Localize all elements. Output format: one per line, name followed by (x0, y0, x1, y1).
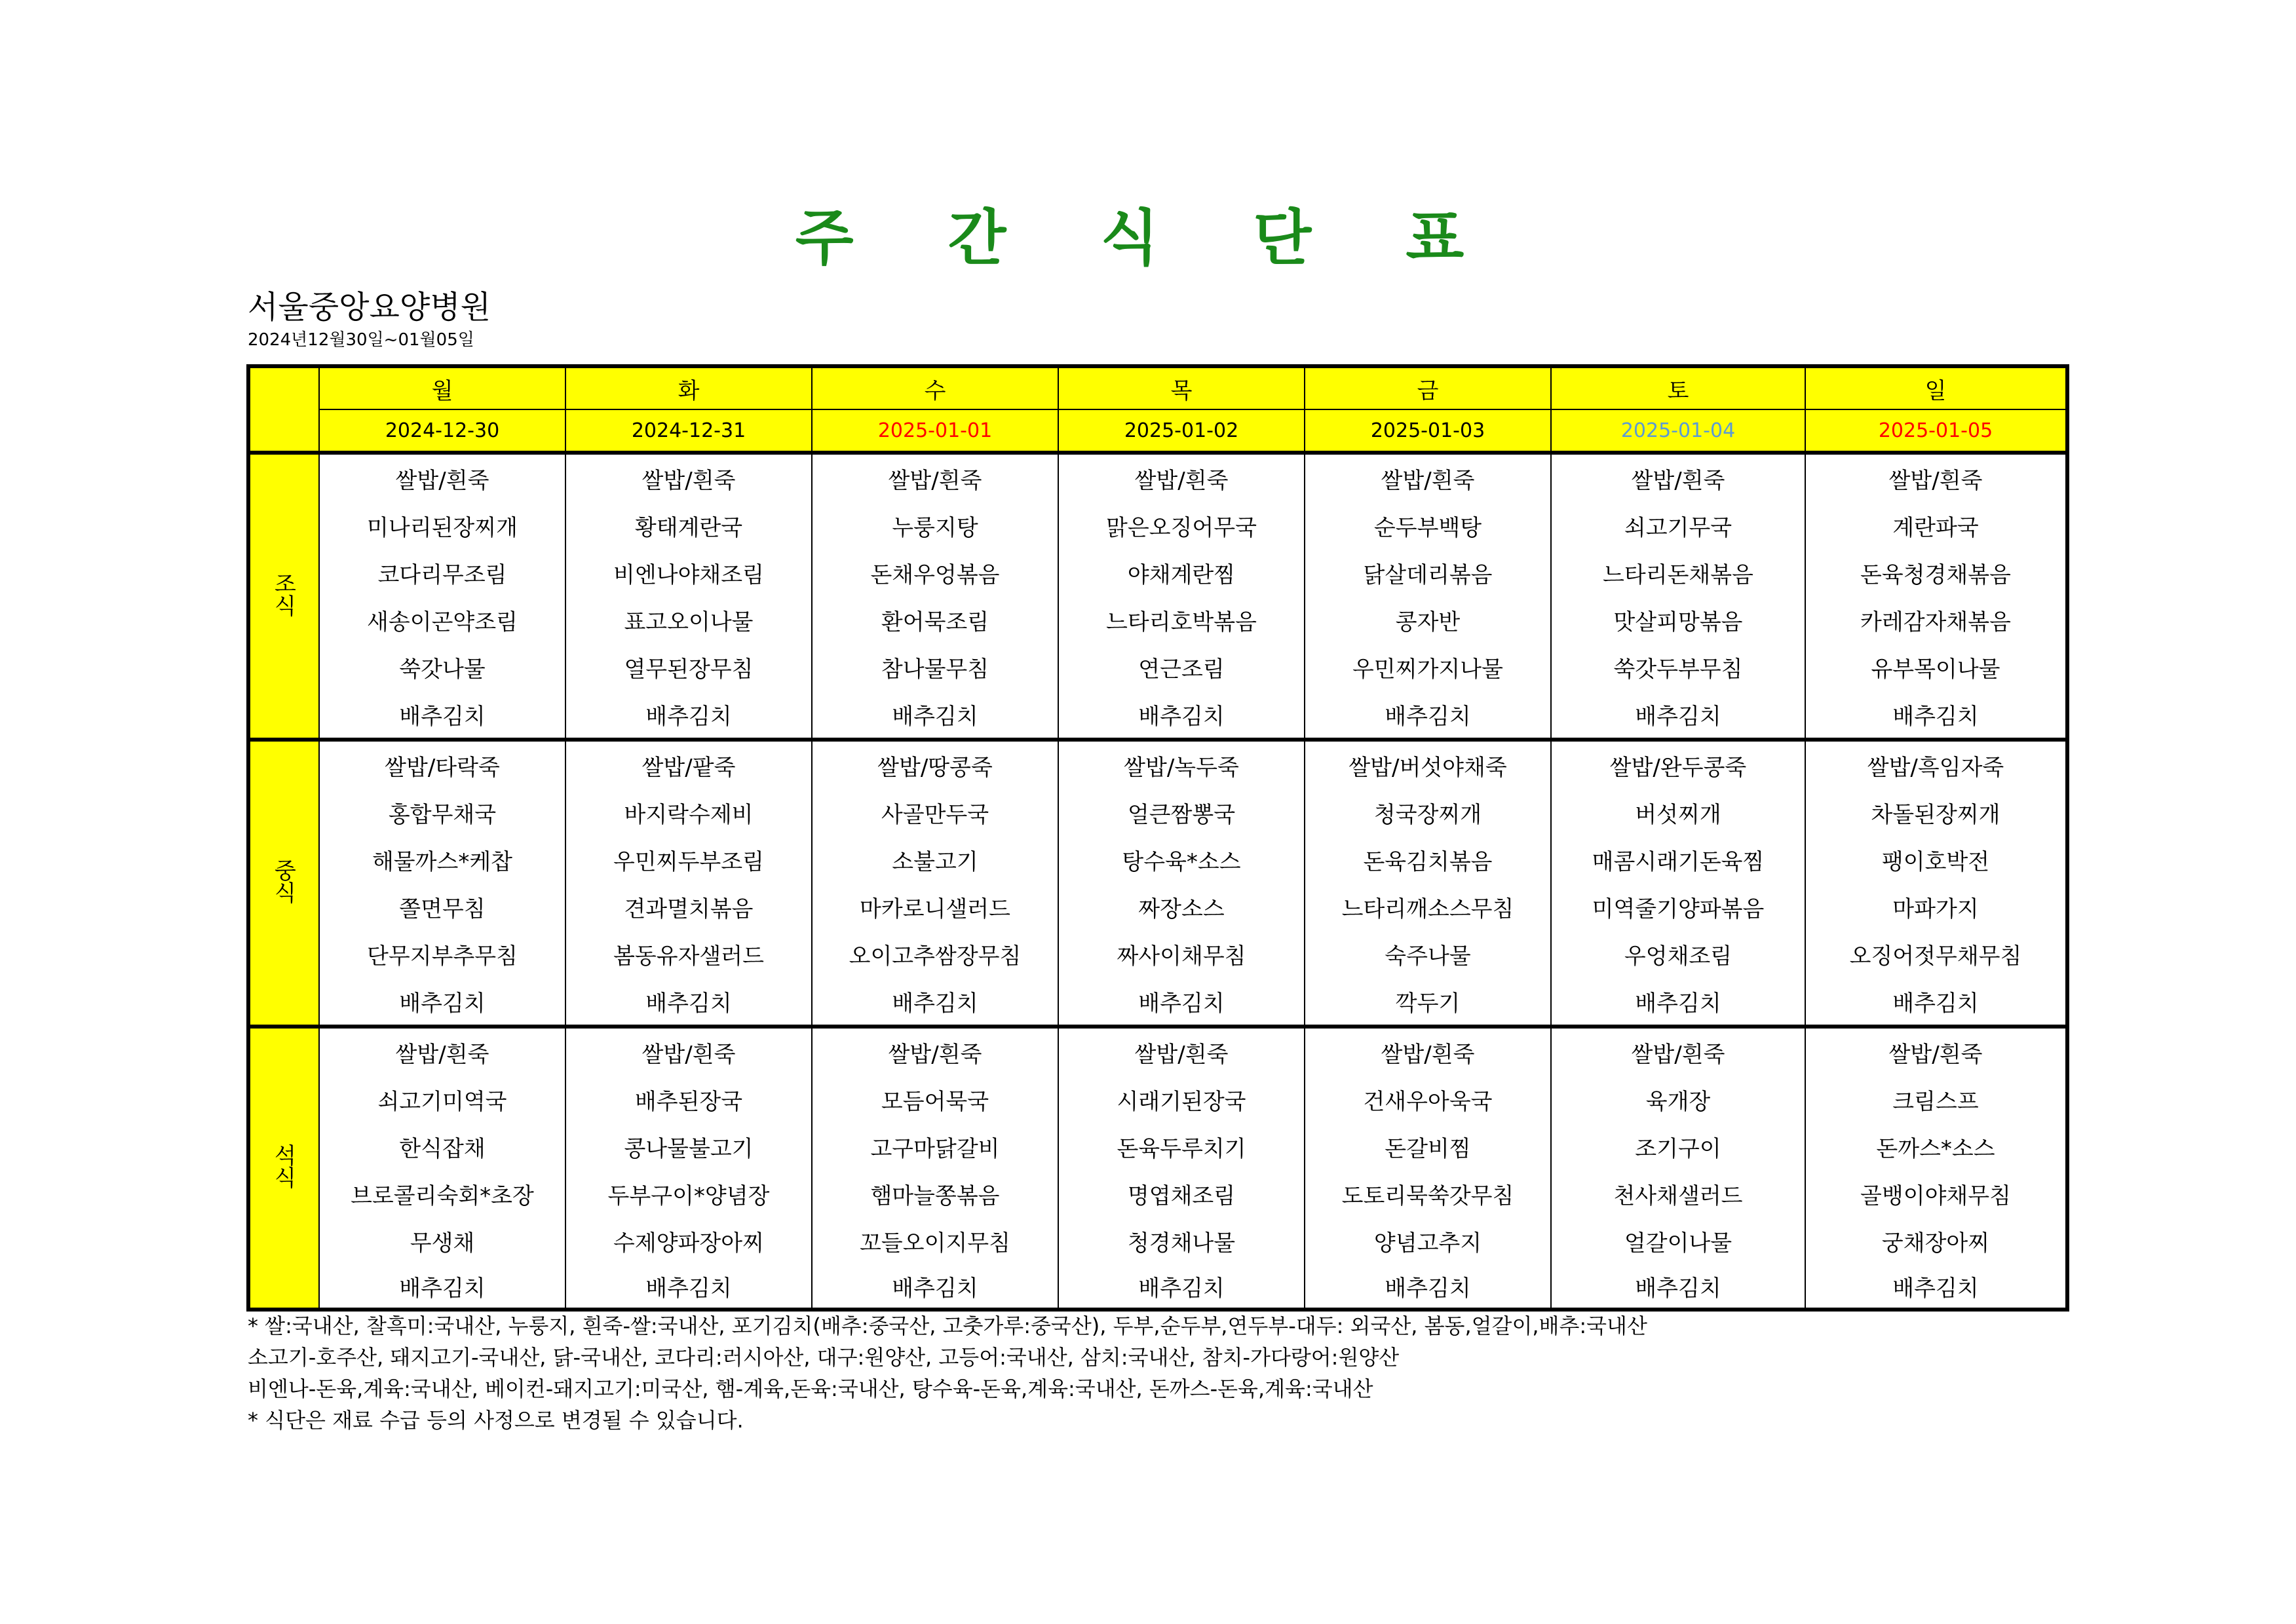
menu-item: 배추김치 (565, 977, 812, 1027)
menu-item: 버섯찌개 (1551, 789, 1805, 836)
menu-item: 오이고추쌈장무침 (812, 930, 1058, 977)
menu-item: 쌀밥/흰죽 (319, 453, 565, 502)
note-line: * 쌀:국내산, 찰흑미:국내산, 누룽지, 흰죽-쌀:국내산, 포기김치(배추:중국산, 고춧가루:중국산), 두부,순두부,연두부-대두: 외국산, 봄동,얼갈이,배추:국내산 (248, 1313, 1647, 1338)
menu-item: 계란파국 (1805, 502, 2067, 549)
menu-item: 배추김치 (565, 1264, 812, 1310)
day-name: 토 (1551, 366, 1805, 409)
menu-row (248, 1217, 2067, 1264)
menu-item: 짜장소스 (1058, 883, 1305, 930)
menu-item: 쌀밥/땅콩죽 (812, 740, 1058, 789)
menu-item: 쌀밥/흰죽 (812, 1027, 1058, 1076)
menu-item: 우엉채조림 (1551, 930, 1805, 977)
menu-item: 쌀밥/흰죽 (1805, 453, 2067, 502)
menu-item: 마파가지 (1805, 883, 2067, 930)
menu-item: 쌀밥/흰죽 (1058, 1027, 1305, 1076)
day-date: 2024-12-31 (565, 409, 812, 453)
menu-item: 코다리무조림 (319, 549, 565, 596)
menu-row (248, 883, 2067, 930)
menu-item: 우민찌가지나물 (1305, 643, 1551, 690)
menu-item: 열무된장무침 (565, 643, 812, 690)
menu-item: 배추김치 (1551, 690, 1805, 740)
day-date: 2024-12-30 (319, 409, 565, 453)
menu-item: 배추김치 (1058, 690, 1305, 740)
menu-item: 우민찌두부조림 (565, 836, 812, 883)
menu-item: 탕수육*소스 (1058, 836, 1305, 883)
menu-item: 유부목이나물 (1805, 643, 2067, 690)
menu-item: 궁채장아찌 (1805, 1217, 2067, 1264)
menu-item: 돈갈비찜 (1305, 1123, 1551, 1170)
menu-item: 배추김치 (319, 690, 565, 740)
menu-item: 콩자반 (1305, 596, 1551, 643)
menu-item: 황태계란국 (565, 502, 812, 549)
menu-item: 깍두기 (1305, 977, 1551, 1027)
menu-item: 골뱅이야채무침 (1805, 1170, 2067, 1217)
menu-item: 쌀밥/흰죽 (1805, 1027, 2067, 1076)
menu-item: 맛살피망볶음 (1551, 596, 1805, 643)
menu-item: 수제양파장아찌 (565, 1217, 812, 1264)
meal-label-text: 조식 (275, 571, 296, 620)
menu-item: 돈채우엉볶음 (812, 549, 1058, 596)
day-name: 수 (812, 366, 1058, 409)
menu-item: 쌀밥/완두콩죽 (1551, 740, 1805, 789)
menu-item: 짜사이채무침 (1058, 930, 1305, 977)
menu-item: 얼큰짬뽕국 (1058, 789, 1305, 836)
menu-item: 고구마닭갈비 (812, 1123, 1058, 1170)
menu-item: 새송이곤약조림 (319, 596, 565, 643)
menu-item: 미역줄기양파볶음 (1551, 883, 1805, 930)
day-name: 금 (1305, 366, 1551, 409)
menu-item: 배추김치 (812, 690, 1058, 740)
menu-row (248, 930, 2067, 977)
menu-item: 콩나물불고기 (565, 1123, 812, 1170)
menu-item: 비엔나야채조림 (565, 549, 812, 596)
menu-item: 느타리깨소스무침 (1305, 883, 1551, 930)
menu-item: 오징어젓무채무침 (1805, 930, 2067, 977)
menu-item: 참나물무침 (812, 643, 1058, 690)
menu-row (248, 643, 2067, 690)
hospital-name: 서울중앙요양병원 (248, 289, 491, 326)
menu-item: 누룽지탕 (812, 502, 1058, 549)
menu-item: 청경채나물 (1058, 1217, 1305, 1264)
day-name: 월 (319, 366, 565, 409)
menu-item: 건새우아욱국 (1305, 1076, 1551, 1123)
menu-item: 쌀밥/흰죽 (319, 1027, 565, 1076)
menu-item: 도토리묵쑥갓무침 (1305, 1170, 1551, 1217)
menu-item: 쌀밥/흰죽 (565, 453, 812, 502)
menu-row (248, 1027, 2067, 1076)
day-date: 2025-01-01 (812, 409, 1058, 453)
menu-row (248, 1076, 2067, 1123)
menu-item: 배추김치 (1805, 1264, 2067, 1310)
header-corner (248, 366, 319, 453)
meal-label (248, 740, 319, 1027)
menu-item: 배추김치 (812, 977, 1058, 1027)
page-title: 주 간 식 단 표 (795, 203, 1501, 273)
menu-item: 맑은오징어무국 (1058, 502, 1305, 549)
note-line: 비엔나-돈육,계육:국내산, 베이컨-돼지고기:미국산, 햄-계육,돈육:국내산, 탕수육-돈육,계육:국내산, 돈까스-돈육,계육:국내산 (248, 1376, 1373, 1401)
menu-item: 천사채샐러드 (1551, 1170, 1805, 1217)
menu-item: 미나리된장찌개 (319, 502, 565, 549)
menu-item: 홍합무채국 (319, 789, 565, 836)
menu-row (248, 740, 2067, 789)
menu-item: 조기구이 (1551, 1123, 1805, 1170)
meal-label (248, 453, 319, 740)
menu-item: 배추된장국 (565, 1076, 812, 1123)
menu-item: 연근조림 (1058, 643, 1305, 690)
menu-item: 쫄면무침 (319, 883, 565, 930)
menu-item: 시래기된장국 (1058, 1076, 1305, 1123)
menu-row (248, 453, 2067, 502)
menu-item: 쌀밥/흰죽 (1305, 453, 1551, 502)
menu-item: 쑥갓두부무침 (1551, 643, 1805, 690)
menu-item: 모듬어묵국 (812, 1076, 1058, 1123)
menu-item: 배추김치 (1551, 977, 1805, 1027)
menu-item: 배추김치 (319, 1264, 565, 1310)
menu-item: 양념고추지 (1305, 1217, 1551, 1264)
menu-item: 쌀밥/흰죽 (1551, 1027, 1805, 1076)
meal-label (248, 1027, 319, 1310)
menu-item: 배추김치 (1551, 1264, 1805, 1310)
menu-item: 닭살데리볶음 (1305, 549, 1551, 596)
menu-item: 해물까스*케찹 (319, 836, 565, 883)
menu-item: 쌀밥/버섯야채죽 (1305, 740, 1551, 789)
menu-row (248, 789, 2067, 836)
day-date: 2025-01-04 (1551, 409, 1805, 453)
menu-row (248, 502, 2067, 549)
menu-item: 돈육청경채볶음 (1805, 549, 2067, 596)
menu-item: 매콤시래기돈육찜 (1551, 836, 1805, 883)
menu-item: 쌀밥/녹두죽 (1058, 740, 1305, 789)
meal-label-text: 석식 (275, 1142, 296, 1192)
day-date: 2025-01-02 (1058, 409, 1305, 453)
menu-item: 소불고기 (812, 836, 1058, 883)
menu-item: 팽이호박전 (1805, 836, 2067, 883)
menu-item: 돈육두루치기 (1058, 1123, 1305, 1170)
menu-item: 환어묵조림 (812, 596, 1058, 643)
day-name: 일 (1805, 366, 2067, 409)
day-name: 화 (565, 366, 812, 409)
menu-item: 육개장 (1551, 1076, 1805, 1123)
menu-item: 배추김치 (812, 1264, 1058, 1310)
menu-item: 순두부백탕 (1305, 502, 1551, 549)
menu-item: 쌀밥/흰죽 (1551, 453, 1805, 502)
menu-item: 크림스프 (1805, 1076, 2067, 1123)
menu-item: 배추김치 (1805, 690, 2067, 740)
menu-item: 쌀밥/흰죽 (565, 1027, 812, 1076)
menu-item: 야채계란찜 (1058, 549, 1305, 596)
menu-item: 쇠고기미역국 (319, 1076, 565, 1123)
menu-item: 쇠고기무국 (1551, 502, 1805, 549)
menu-row (248, 1264, 2067, 1310)
menu-row (248, 596, 2067, 643)
menu-item: 쌀밥/흰죽 (812, 453, 1058, 502)
menu-item: 햄마늘쫑볶음 (812, 1170, 1058, 1217)
menu-item: 꼬들오이지무침 (812, 1217, 1058, 1264)
menu-item: 브로콜리숙회*초장 (319, 1170, 565, 1217)
note-line: * 식단은 재료 수급 등의 사정으로 변경될 수 있습니다. (248, 1408, 744, 1433)
meal-label-text: 중식 (275, 858, 296, 907)
menu-item: 마카로니샐러드 (812, 883, 1058, 930)
menu-item: 배추김치 (1058, 1264, 1305, 1310)
menu-item: 얼갈이나물 (1551, 1217, 1805, 1264)
menu-item: 배추김치 (319, 977, 565, 1027)
menu-item: 봄동유자샐러드 (565, 930, 812, 977)
menu-item: 돈까스*소스 (1805, 1123, 2067, 1170)
origin-notes (248, 1310, 1647, 1436)
menu-item: 쌀밥/타락죽 (319, 740, 565, 789)
note-line: 소고기-호주산, 돼지고기-국내산, 닭-국내산, 코다리:러시아산, 대구:원양산, 고등어:국내산, 삼치:국내산, 참치-가다랑어:원양산 (248, 1345, 1400, 1370)
menu-item: 바지락수제비 (565, 789, 812, 836)
menu-item: 무생채 (319, 1217, 565, 1264)
menu-item: 두부구이*양념장 (565, 1170, 812, 1217)
menu-item: 청국장찌개 (1305, 789, 1551, 836)
menu-item: 쌀밥/팥죽 (565, 740, 812, 789)
menu-item: 돈육김치볶음 (1305, 836, 1551, 883)
menu-item: 한식잡채 (319, 1123, 565, 1170)
menu-item: 단무지부추무침 (319, 930, 565, 977)
menu-row (248, 1123, 2067, 1170)
menu-row (248, 549, 2067, 596)
menu-item: 쌀밥/흑임자죽 (1805, 740, 2067, 789)
menu-item: 배추김치 (1305, 1264, 1551, 1310)
menu-period: 2024년12월30일~01월05일 (248, 330, 474, 350)
menu-item: 느타리돈채볶음 (1551, 549, 1805, 596)
menu-row (248, 836, 2067, 883)
day-date: 2025-01-03 (1305, 409, 1551, 453)
menu-item: 느타리호박볶음 (1058, 596, 1305, 643)
menu-item: 배추김치 (565, 690, 812, 740)
menu-row (248, 977, 2067, 1027)
menu-item: 배추김치 (1805, 977, 2067, 1027)
menu-item: 차돌된장찌개 (1805, 789, 2067, 836)
menu-row (248, 690, 2067, 740)
menu-item: 사골만두국 (812, 789, 1058, 836)
menu-item: 쌀밥/흰죽 (1305, 1027, 1551, 1076)
menu-item: 배추김치 (1058, 977, 1305, 1027)
weekly-menu-table (246, 364, 2069, 1312)
menu-item: 쌀밥/흰죽 (1058, 453, 1305, 502)
menu-item: 표고오이나물 (565, 596, 812, 643)
menu-item: 카레감자채볶음 (1805, 596, 2067, 643)
menu-item: 견과멸치볶음 (565, 883, 812, 930)
menu-row (248, 1170, 2067, 1217)
menu-item: 배추김치 (1305, 690, 1551, 740)
menu-item: 명엽채조림 (1058, 1170, 1305, 1217)
menu-item: 숙주나물 (1305, 930, 1551, 977)
day-name: 목 (1058, 366, 1305, 409)
day-date: 2025-01-05 (1805, 409, 2067, 453)
menu-item: 쑥갓나물 (319, 643, 565, 690)
